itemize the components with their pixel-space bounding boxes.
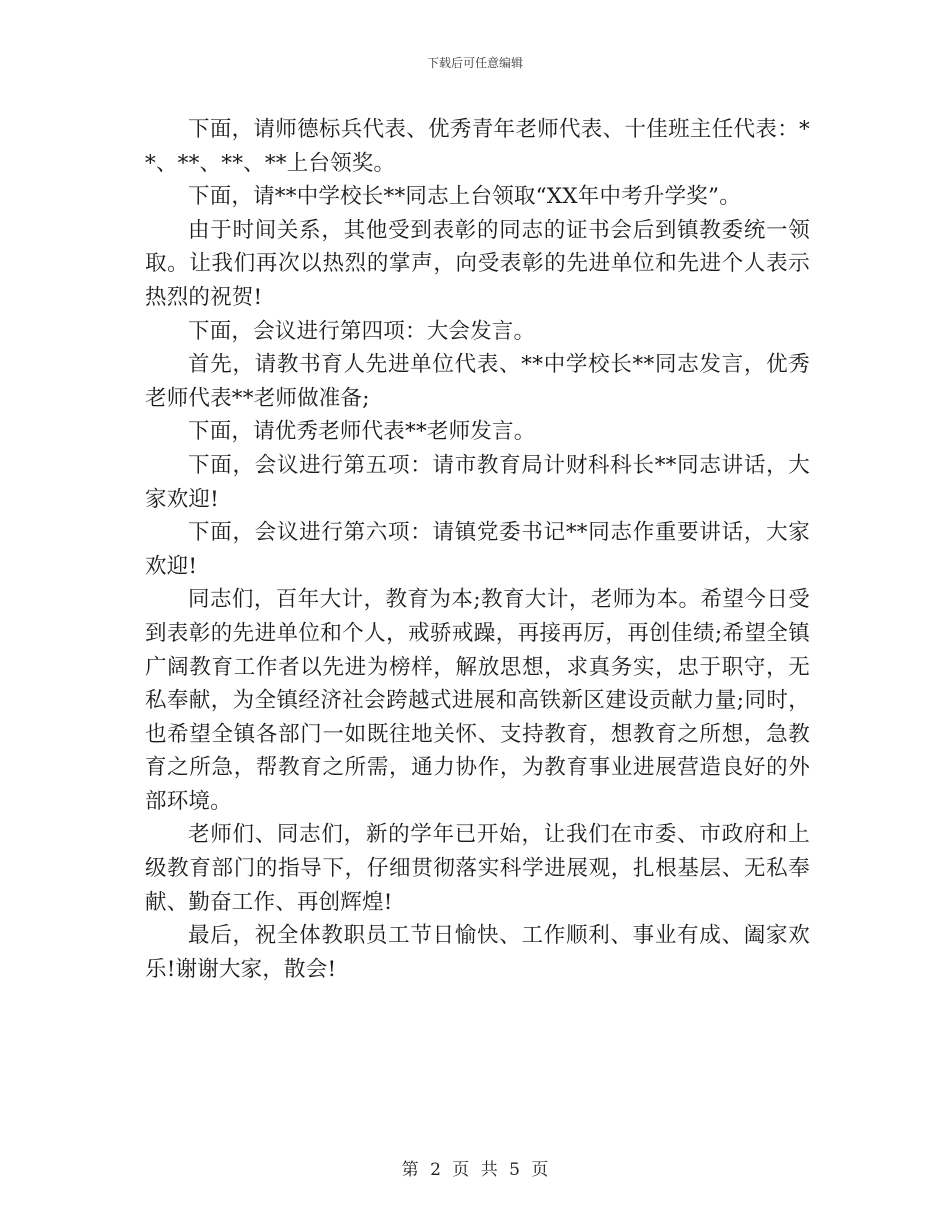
paragraph-teachers-comrades: 老师们、同志们，新的学年已开始，让我们在市委、市政府和上级教育部门的指导下，仔细贯彻落实科学进展观，扎根基层、无私奉献、勤奋工作、再创辉煌!: [145, 822, 810, 915]
page-number: 第 2 页 共 5 页: [401, 1160, 549, 1180]
paragraph-award-representatives: 下面，请师德标兵代表、优秀青年老师代表、十佳班主任代表：**、**、**、**上台领奖。: [145, 117, 810, 176]
paragraph-first-speaker: 首先，请教书育人先进单位代表、**中学校长**同志发言，优秀老师代表**老师做准备;: [145, 352, 810, 411]
paragraph-item-four: 下面，会议进行第四项：大会发言。: [188, 318, 536, 344]
paragraph-item-six: 下面，会议进行第六项：请镇党委书记**同志作重要讲话，大家欢迎!: [145, 520, 810, 579]
page-header: 下载后可任意编辑: [426, 56, 523, 70]
paragraph-teacher-speech: 下面，请优秀老师代表**老师发言。: [188, 419, 536, 445]
paragraph-closing: 最后，祝全体教职员工节日愉快、工作顺利、事业有成、阖家欢乐!谢谢大家，散会!: [145, 923, 810, 982]
paragraph-item-five: 下面，会议进行第五项：请市教育局计财科科长**同志讲话，大家欢迎!: [145, 452, 810, 512]
paragraph-exam-award: 下面，请**中学校长**同志上台领取“XX年中考升学奖”。: [188, 184, 741, 210]
document-body: [145, 113, 810, 986]
paragraph-certificates: 由于时间关系，其他受到表彰的同志的证书会后到镇教委统一领取。让我们再次以热烈的掌声，向受表彰的先进单位和先进个人表示热烈的祝贺!: [145, 217, 810, 310]
paragraph-comrades: 同志们，百年大计，教育为本;教育大计，老师为本。希望今日受到表彰的先进单位和个人，戒骄戒躁，再接再厉，再创佳绩;希望全镇广阔教育工作者以先进为榜样，解放思想，求真务实，忠于职守，无私奉献，为全镇经济社会跨越式进展和高铁新区建设贡献力量;同时，也希望全镇各部门一如既往地关怀、支持教育，想教育之所想，急教育之所急，帮教育之所需，通力协作，为教育事业进展营造良好的外部环境。: [145, 587, 810, 814]
